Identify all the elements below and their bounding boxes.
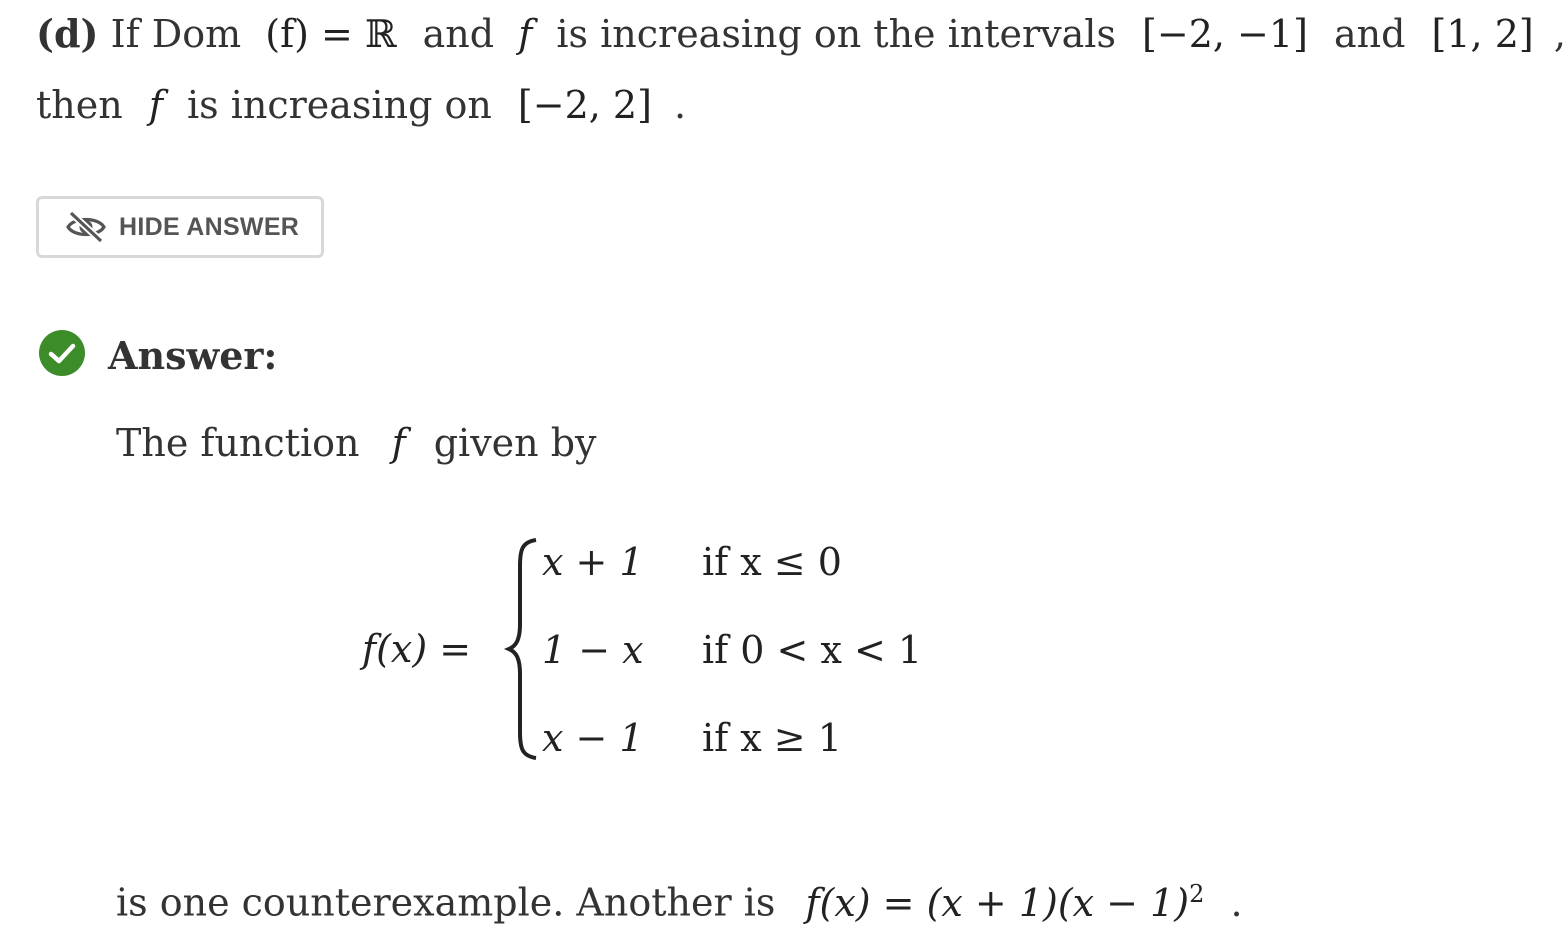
math-interval: [1, 2] <box>1431 12 1534 56</box>
question-text: . <box>674 83 687 127</box>
math-lhs: f(x) = <box>362 627 472 671</box>
math-dom: (f) = ℝ <box>265 12 397 56</box>
answer-text: is one counterexample. Another is <box>116 880 776 925</box>
answer-intro <box>116 421 597 465</box>
question-line-2 <box>36 83 687 127</box>
question-text: is increasing on <box>186 83 492 127</box>
question-text: and <box>1333 12 1406 56</box>
math-f: f <box>391 421 406 465</box>
hide-answer-label: HIDE ANSWER <box>119 212 300 241</box>
piece-expr: x − 1 <box>542 716 644 760</box>
question-text: , <box>1553 12 1566 56</box>
question-label: (d) <box>36 11 99 56</box>
math-f: f <box>518 12 533 56</box>
answer-text: given by <box>433 421 597 465</box>
eye-slash-icon <box>65 211 107 243</box>
hide-answer-button[interactable] <box>36 196 324 258</box>
piece-row <box>542 540 644 584</box>
answer-outro <box>116 880 1243 925</box>
math-second-example: f(x) = (x + 1)(x − 1) <box>805 880 1190 925</box>
question-text: then <box>36 83 123 127</box>
check-circle-icon <box>38 329 86 377</box>
math-interval: [−2, −1] <box>1142 12 1308 56</box>
answer-heading: Answer: <box>108 333 278 378</box>
piece-row <box>702 540 842 584</box>
piece-cond: if x ≤ 0 <box>702 540 842 584</box>
piece-row <box>542 628 644 672</box>
piece-cond: if 0 < x < 1 <box>702 628 923 672</box>
answer-text: The function <box>116 421 360 465</box>
math-f: f <box>148 83 163 127</box>
question-text: is increasing on the intervals <box>556 12 1116 56</box>
piece-row <box>542 716 644 760</box>
piece-cond: if x ≥ 1 <box>702 716 842 760</box>
math-exponent: 2 <box>1189 880 1205 908</box>
piece-row <box>702 628 922 672</box>
question-line-1 <box>36 11 1566 56</box>
math-interval: [−2, 2] <box>517 83 652 127</box>
piece-expr: 1 − x <box>542 628 644 672</box>
answer-text: . <box>1230 880 1243 925</box>
piece-row <box>702 716 842 760</box>
question-text: and <box>422 12 495 56</box>
question-text: If Dom <box>110 12 242 56</box>
left-brace <box>506 538 540 760</box>
piece-expr: x + 1 <box>542 540 644 584</box>
piecewise-lhs <box>362 627 472 671</box>
